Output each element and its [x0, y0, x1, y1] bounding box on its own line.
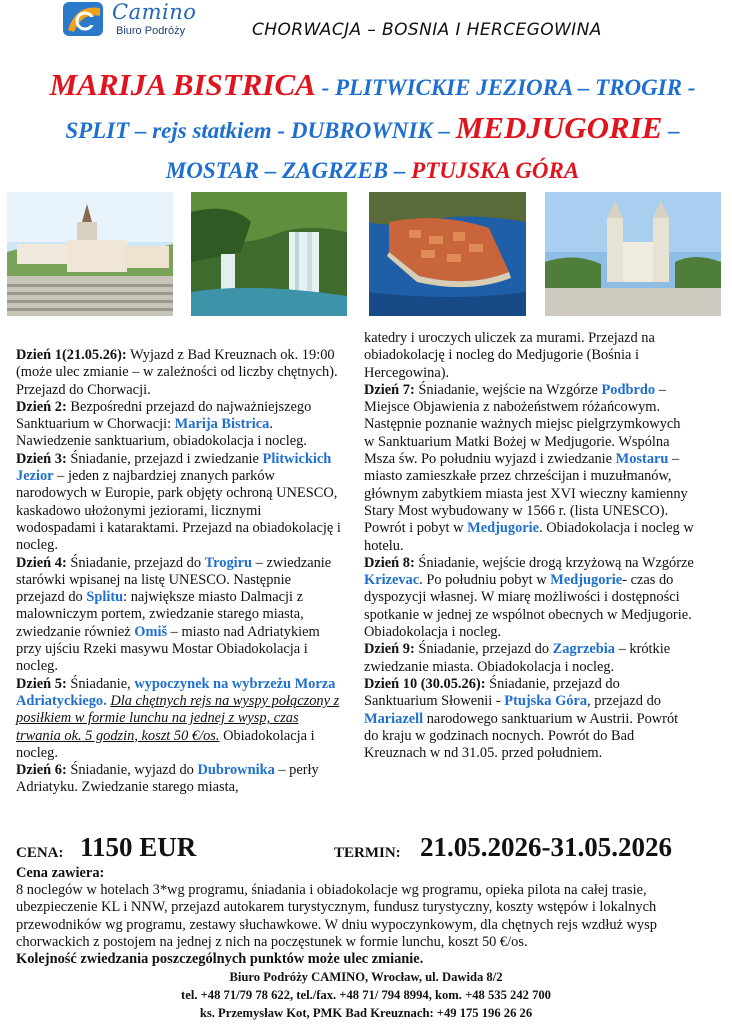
price-label: CENA: — [16, 845, 64, 861]
route-segment: PTUJSKA GÓRA — [411, 158, 580, 183]
place-name: Mariazell — [364, 710, 424, 727]
place-name: Dubrownika — [197, 762, 275, 779]
day-text: Obiadokolacja i nocleg. — [16, 727, 315, 761]
route-segment: MARIJA BISTRICA — [49, 67, 316, 102]
place-name: Splitu — [86, 589, 124, 606]
day-text: Śniadanie, przejazd do Sanktuarium Słowenii - — [364, 675, 620, 710]
day-5 — [16, 676, 342, 762]
route-segment: - PLITWICKIE JEZIORA – TROGIR - — [315, 75, 696, 100]
place-name: Zagrzebia — [552, 641, 615, 658]
day-4 — [16, 555, 342, 676]
day-text: Śniadanie, wejście drogą krzyżową na Wzgórze — [414, 554, 694, 571]
day-text: – perły Adriatyku. Zwiedzanie starego miasta, — [16, 762, 319, 796]
place-name: Krizevac — [364, 572, 420, 589]
place-name: Mostaru — [615, 451, 669, 468]
day-text: . Nawiedzenie sanktuarium, obiadokolacja i nocleg. — [16, 416, 307, 450]
place-name: Marija Bistrica — [174, 416, 270, 433]
day-label: Dzień 8: — [364, 554, 415, 571]
term-label: TERMIN: — [334, 845, 401, 861]
optional-cruise-note: Dla chętnych rejs na wyspy połączony z posiłkiem w formie lunchu na jednej z wysp, czas trwania ok. 5 godzin, koszt 50 €/os. — [16, 692, 340, 744]
day-2 — [16, 399, 342, 451]
medjugorje-photo — [545, 192, 721, 316]
day-text: – jeden z najbardziej znanych parków narodowych w Europie, park objęty ochroną UNESCO, kaskadowo ułożonymi jeziorami, licznymi wodospadami i kataraktami. Przejazd na obiadokolację i nocleg. — [16, 468, 341, 554]
logo-subtitle: Biuro Podróży — [116, 25, 186, 37]
day-label: Dzień 7: — [364, 381, 415, 398]
day-text: Śniadanie, przejazd do — [414, 641, 553, 658]
day-text: Śniadanie, przejazd do — [66, 554, 205, 571]
day-1 — [16, 347, 342, 399]
place-name: Trogiru — [204, 554, 253, 571]
dubrovnik-photo — [369, 192, 526, 316]
footer-phones: tel. +48 71/79 78 622, tel./fax. +48 71/ 794 8994, kom. +48 535 242 700 — [181, 988, 551, 1002]
route-segment: MEDJUGORIE — [455, 110, 663, 145]
day-3 — [16, 451, 342, 555]
place-name: wypoczynek na wybrzeżu Morza Adriatyckiego. — [16, 675, 336, 709]
plitvice-photo — [191, 192, 347, 316]
day-text: Wyjazd z Bad Kreuznach ok. 19:00 (może ulec zmianie – w zależności od liczby chętnych). Przejazd do Chorwacji. — [16, 347, 338, 398]
day-7 — [364, 382, 694, 555]
logo-name: Camino — [112, 0, 197, 24]
day-label: Dzień 1(21.05.26): — [16, 347, 127, 363]
place-name: Podbrdo — [601, 381, 656, 398]
day-text: – zwiedzanie starówki wpisanej na listę UNESCO. Następnie przejazd do — [16, 554, 332, 606]
footer-address: Biuro Podróży CAMINO, Wrocław, ul. Dawida 8/2 — [229, 970, 503, 984]
day-label: Dzień 10 (30.05.26): — [364, 675, 486, 692]
day-text: Śniadanie, — [66, 675, 135, 692]
day-label: Dzień 6: — [16, 762, 67, 779]
includes-heading: Cena zawiera: — [16, 865, 105, 881]
day-10 — [364, 676, 694, 762]
day-text: . Obiadokolacja i nocleg w hotelu. — [364, 520, 694, 554]
day-8 — [364, 555, 694, 641]
includes-text: 8 noclegów w hotelach 3*wg programu, śniadania i obiadokolacje wg programu, opieka pilota na całej trasie, ubezpieczenie KL i NNW, przejazd autokarem turystycznym, fundusz turystyczny, koszty wstępów i lokalnych przewodników wg programu, zestawy słuchawkowe. W dniu wypoczynkowym, dla chętnych rejs wzdłuż wysp chorwackich z postojem na jednej z nich na poczęstunek w formie lunchu, koszt 50 €/os. — [16, 882, 657, 950]
order-note: Kolejność zwiedzania poszczególnych punktów może ulec zmianie. — [16, 951, 424, 968]
route-line-3 — [40, 152, 705, 192]
contact-footer — [0, 968, 732, 1022]
day-text: katedry i uroczych uliczek za murami. Przejazd na obiadokolację i nocleg do Medjugorie (Bośnia i Hercegowina). — [364, 330, 655, 381]
day-text: Śniadanie, wejście na Wzgórze — [414, 381, 602, 398]
price-includes — [16, 865, 712, 968]
day-text: . Po południu pobyt w — [419, 572, 551, 589]
price-value: 1150 EUR — [80, 832, 197, 862]
day-text: , przejazd do — [587, 693, 661, 710]
day-label: Dzień 4: — [16, 554, 67, 571]
day-text: narodowego sanktuarium w Austrii. Powrót do kraju w godzinach nocnych. Powrót do Bad Kreuznach w nd 31.05. przed południem. — [364, 710, 679, 762]
day-text: - czas do dyspozycji własnej. W miarę możliwości i dostępności spotkanie w jednej ze wspólnot obecnych w Medjugorie. Obiadokolacja i nocleg. — [364, 572, 692, 641]
day-6 — [16, 762, 342, 797]
place-name: Ptujska Góra — [504, 693, 588, 710]
day-6-continued — [364, 330, 694, 382]
itinerary-column-right — [364, 330, 694, 762]
footer-priest-contact: ks. Przemysław Kot, PMK Bad Kreuznach: +49 175 196 26 26 — [199, 1006, 533, 1020]
day-text: – krótkie zwiedzanie miasta. Obiadokolacja i nocleg. — [364, 641, 671, 675]
day-text: – miasto zamieszkałe przez chrześcijan i muzułmanów, głównym zabytkiem miasta jest XVI wieczny kamienny Stary Most wybudowany w 1566 r. (lista UNESCO). Powrót i pobyt w — [364, 451, 688, 537]
day-text: : największe miasto Dalmacji z malowniczym portem, zwiedzanie starego miasta, zwiedzanie również — [16, 589, 304, 640]
day-text: – miasto nad Adriatykiem przy ujściu Rzeki masywu Mostar Obiadokolacja i nocleg. — [16, 623, 320, 675]
header-title: CHORWACJA – BOSNIA I HERCEGOWINA — [252, 20, 602, 40]
place-name: Plitwickich Jezior — [16, 450, 332, 485]
day-label: Dzień 5: — [16, 675, 67, 692]
term-value: 21.05.2026-31.05.2026 — [420, 832, 672, 862]
route-segment: SPLIT – rejs statkiem - DUBROWNIK – — [65, 118, 456, 143]
day-label: Dzień 3: — [16, 450, 67, 467]
place-name: Medjugorie — [467, 520, 540, 537]
day-label: Dzień 2: — [16, 398, 67, 415]
route-segment: – — [662, 118, 680, 143]
day-text: – Miejsce Objawienia z nabożeństwem różańcowym. Następnie poznanie ważnych miejsc pielgrzymkowych w Sanktuarium Matki Bożej w Medjugorie. Wspólna Msza św. Po południu wyjazd i zwiedzanie — [364, 381, 681, 468]
route-segment: MOSTAR – ZAGRZEB – — [165, 158, 412, 183]
day-text: Śniadanie, przejazd i zwiedzanie — [66, 450, 263, 467]
marija-bistrica-photo — [7, 192, 173, 316]
camino-logo-icon — [62, 0, 106, 38]
place-name: Medjugorie — [550, 572, 623, 589]
day-label: Dzień 9: — [364, 641, 415, 658]
day-9 — [364, 641, 694, 676]
route-title — [40, 66, 705, 192]
day-text: Bezpośredni przejazd do najważniejszego Sanktuarium w Chorwacji: — [16, 398, 312, 433]
place-name: Omiš — [134, 623, 168, 640]
itinerary-column-left — [16, 347, 342, 797]
route-line-1 — [40, 66, 705, 109]
camino-logo — [62, 0, 212, 42]
day-text: Śniadanie, wyjazd do — [66, 762, 198, 779]
route-line-2 — [40, 109, 705, 152]
